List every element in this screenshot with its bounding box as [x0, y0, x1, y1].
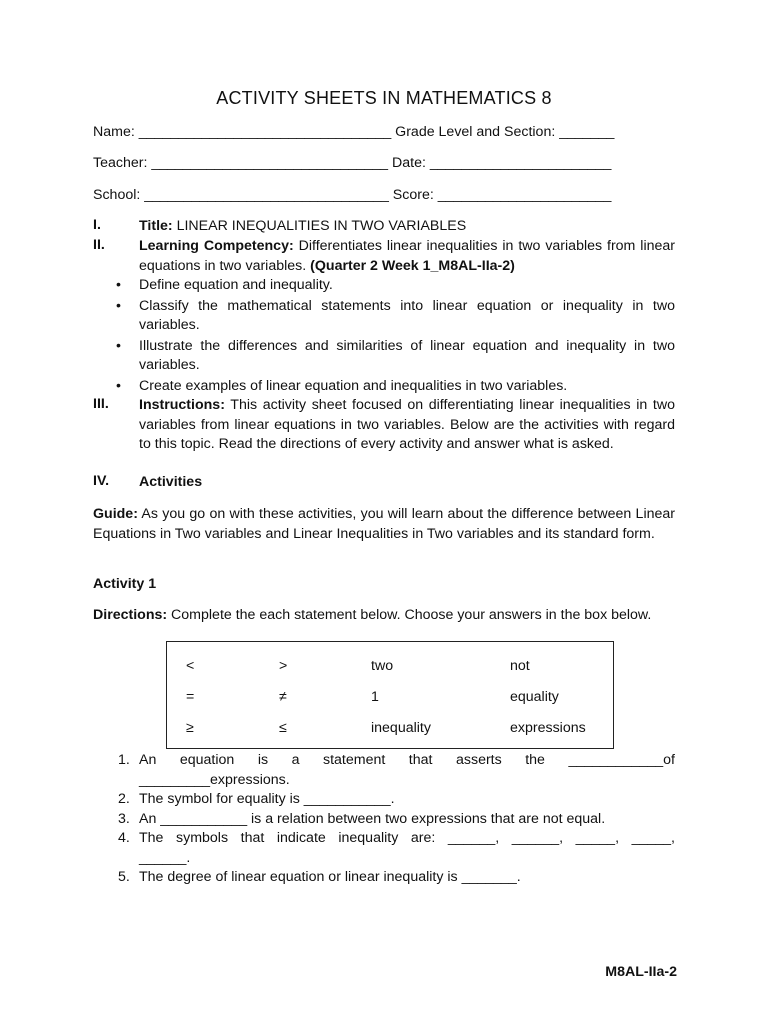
section-text: This activity sheet focused on differentiating linear inequalities in two variables from linear equations in two variables. Below are the activities with regard to this topic. Read the directions of every activity and answer what is asked.	[139, 397, 675, 452]
section-label: Learning Competency:	[139, 238, 294, 254]
choice-equal: =	[186, 689, 195, 705]
question-item	[114, 790, 675, 810]
competency-code: (Quarter 2 Week 1_M8AL-IIa-2)	[310, 257, 515, 274]
question-item	[114, 751, 675, 790]
question-text: An equation is a statement that asserts the ____________of	[139, 752, 675, 768]
question-number: 5.	[118, 869, 130, 885]
objectives-list	[114, 276, 675, 397]
name-field-line: Name: ________________________________ Grade Level and Section: _______	[93, 124, 615, 140]
guide-text: As you go on with these activities, you will learn about the difference between Linear Equations in Two variables and Linear Inequalities in Two variables and its standard form.	[93, 506, 675, 542]
questions-list	[114, 751, 675, 888]
guide-paragraph	[93, 505, 675, 544]
answer-choices-box	[166, 641, 614, 749]
section-label: Instructions:	[139, 397, 225, 413]
list-item: • Illustrate the differences and similarities of linear equation and inequality in two variables.	[116, 337, 675, 373]
teacher-field-line: Teacher: ______________________________ Date: _______________________	[93, 155, 612, 171]
choice-equality: equality	[510, 689, 559, 705]
section-number: I.	[93, 217, 101, 233]
choice-less-equal: ≤	[279, 720, 287, 736]
choice-greater-equal: ≥	[186, 720, 194, 736]
question-text: The symbol for equality is ___________.	[139, 791, 395, 807]
section-number: II.	[93, 237, 105, 253]
question-number: 3.	[118, 810, 130, 827]
directions-paragraph	[93, 606, 675, 626]
list-item: • Classify the mathematical statements into linear equation or inequality in two variables.	[116, 297, 675, 333]
bullet-icon: •	[116, 277, 121, 293]
question-number: 4.	[118, 830, 130, 846]
section-learning-competency	[93, 237, 675, 276]
question-item	[114, 868, 675, 888]
section-label: Title:	[139, 218, 173, 234]
question-text: The symbols that indicate inequality are: ______, ______, _____, _____,	[139, 830, 675, 846]
choice-one: 1	[371, 689, 379, 705]
question-number: 2.	[118, 791, 130, 807]
section-number: IV.	[93, 473, 110, 489]
question-item	[114, 829, 675, 868]
choice-not: not	[510, 658, 530, 674]
bullet-icon: •	[116, 337, 121, 354]
choice-greater-than: >	[279, 658, 288, 674]
question-text: The degree of linear equation or linear inequality is _______.	[139, 869, 521, 885]
section-label: Activities	[139, 474, 203, 490]
section-activities	[93, 473, 675, 493]
choice-not-equal: ≠	[279, 689, 287, 705]
question-text: An ___________ is a relation between two expressions that are not equal.	[139, 810, 606, 827]
choice-less-than: <	[186, 658, 195, 674]
section-text: LINEAR INEQUALITIES IN TWO VARIABLES	[172, 218, 467, 234]
choice-two: two	[371, 658, 394, 674]
list-item: • Define equation and inequality.	[114, 276, 675, 296]
question-text-continued: ______.	[139, 849, 191, 866]
question-text-continued: _________expressions.	[139, 771, 290, 788]
page-title: ACTIVITY SHEETS IN MATHEMATICS 8	[216, 88, 552, 108]
guide-label: Guide:	[93, 506, 138, 522]
section-text: Differentiates linear inequalities in two variables from linear equations in two variables.	[139, 238, 675, 274]
choice-expressions: expressions	[510, 720, 586, 736]
section-instructions	[93, 396, 675, 455]
bullet-icon: •	[116, 377, 121, 394]
question-number: 1.	[118, 752, 130, 768]
school-field-line: School: _______________________________ Score: ______________________	[93, 187, 612, 203]
list-item: • Create examples of linear equation and inequalities in two variables.	[114, 377, 675, 397]
section-number: III.	[93, 396, 109, 412]
bullet-icon: •	[116, 297, 121, 314]
section-title	[93, 217, 675, 237]
directions-text: Complete the each statement below. Choose your answers in the box below.	[167, 607, 652, 623]
question-item	[114, 810, 675, 830]
activity-heading: Activity 1	[93, 576, 157, 592]
footer-code: M8AL-IIa-2	[605, 964, 677, 980]
choice-inequality: inequality	[371, 720, 431, 736]
directions-label: Directions:	[93, 607, 168, 623]
